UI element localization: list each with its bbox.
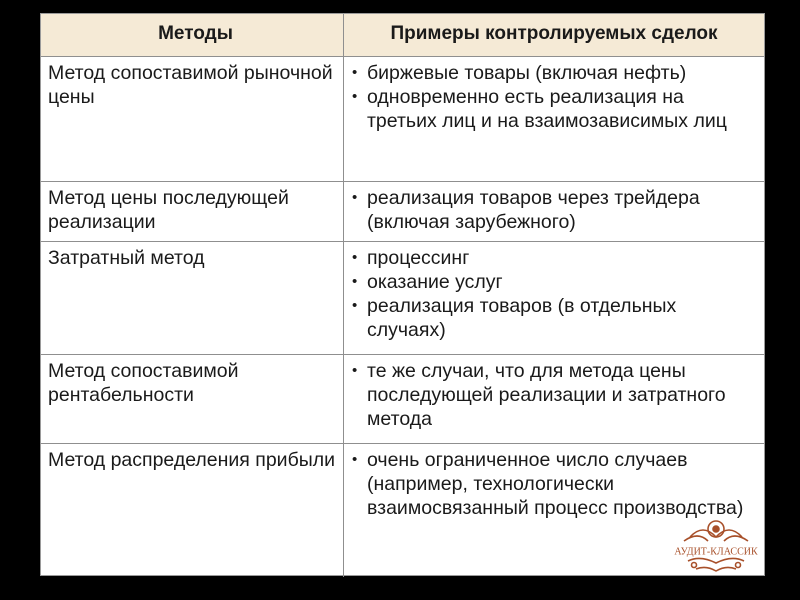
method-name: Метод сопоставимой рентабельности <box>48 360 239 406</box>
header-examples: Примеры контролируемых сделок <box>343 14 764 56</box>
method-name: Метод цены последующей реализации <box>48 187 289 233</box>
examples-cell <box>343 57 764 181</box>
methods-table <box>40 13 765 576</box>
examples-list <box>352 448 756 520</box>
list-item: • те же случаи, что для метода цены последующей реализации и затратного метода <box>352 359 756 431</box>
list-item: • одновременно есть реализация на третьих лиц и на взаимозависимых лиц <box>352 85 756 133</box>
list-item: • оказание услуг <box>352 270 756 294</box>
table-row <box>41 242 764 355</box>
list-item: • реализация товаров (в отдельных случаях) <box>352 294 756 342</box>
examples-list <box>352 61 756 133</box>
examples-cell <box>343 182 764 241</box>
examples-list <box>352 359 756 431</box>
method-name: Затратный метод <box>48 247 205 269</box>
audit-classic-logo <box>670 515 762 575</box>
table-row <box>41 57 764 182</box>
examples-cell <box>343 242 764 354</box>
list-item: • биржевые товары (включая нефть) <box>352 61 756 85</box>
list-item: • очень ограниченное число случаев (например, технологически взаимосвязанный процесс производства) <box>352 448 756 520</box>
examples-cell <box>343 355 764 443</box>
table-row <box>41 444 764 577</box>
method-name: Метод сопоставимой рыночной цены <box>48 62 333 108</box>
list-item: • процессинг <box>352 246 756 270</box>
table-row <box>41 182 764 242</box>
examples-list <box>352 186 756 234</box>
list-item: • реализация товаров через трейдера (включая зарубежного) <box>352 186 756 234</box>
header-methods: Методы <box>158 23 233 44</box>
method-name: Метод распределения прибыли <box>48 449 336 471</box>
table-row <box>41 355 764 444</box>
examples-list <box>352 246 756 342</box>
logo-text: АУДИТ-КЛАССИК <box>674 546 758 558</box>
table-header-row <box>41 14 764 57</box>
